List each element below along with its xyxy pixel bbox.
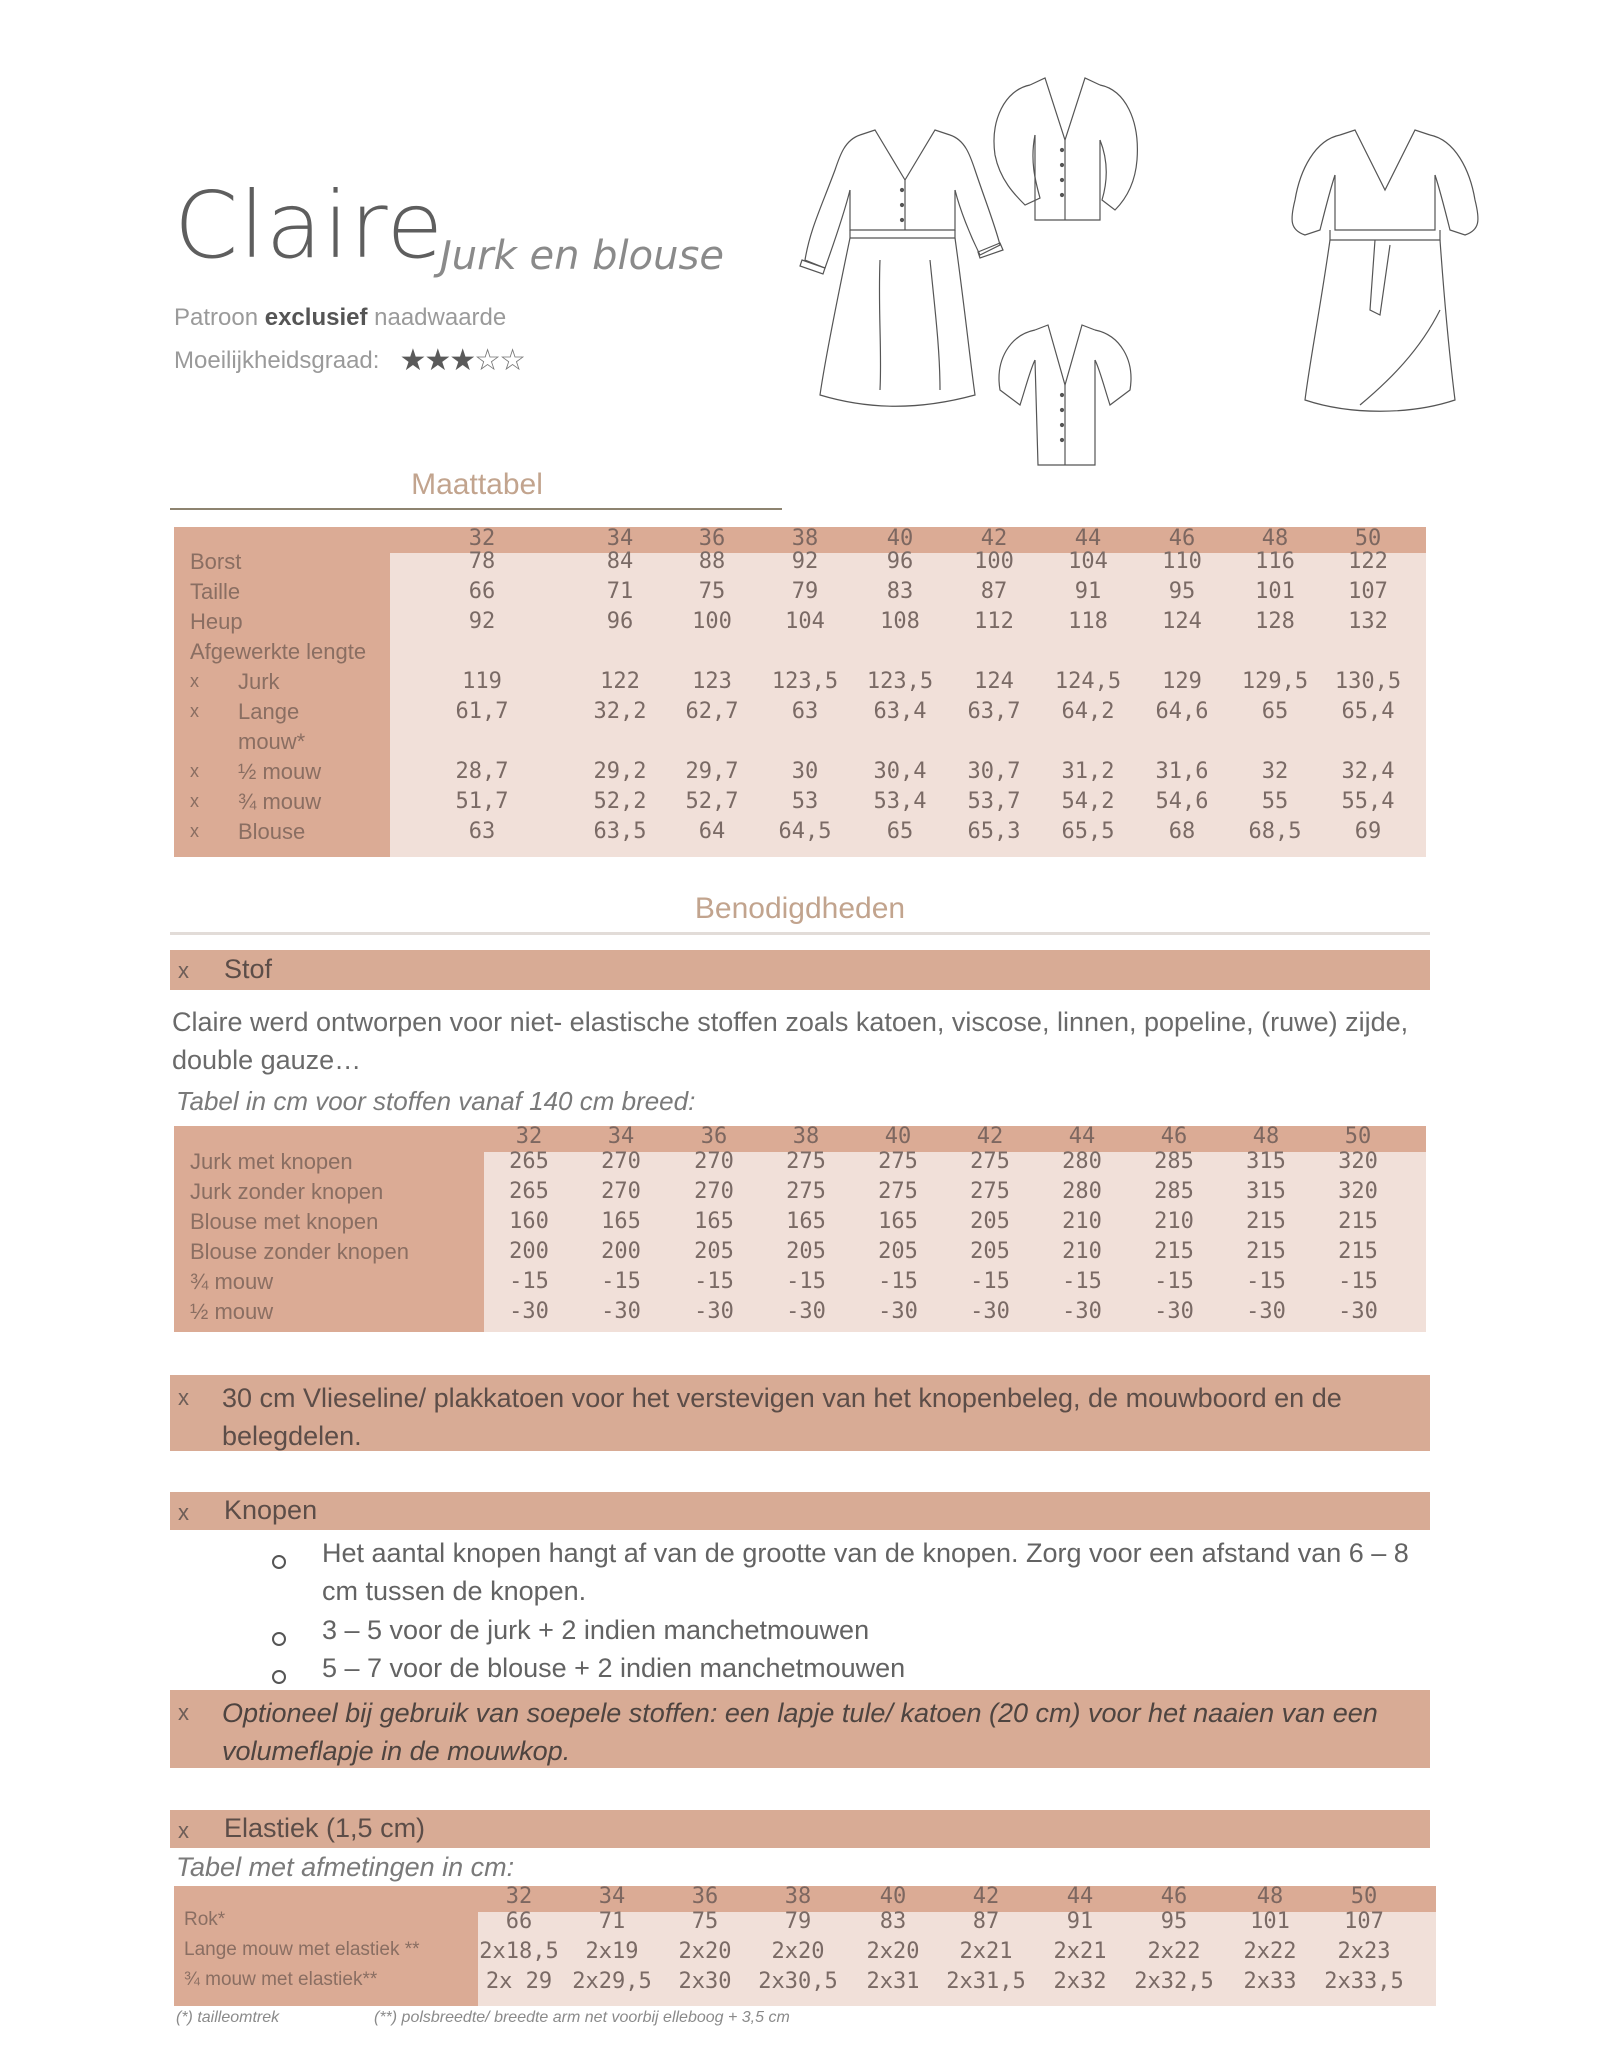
row-label: Blouse met knopen [190, 1209, 379, 1234]
table-cell: 165 [786, 1209, 826, 1234]
pattern-prefix: Patroon [174, 304, 259, 331]
size-header: 42 [976, 1124, 1004, 1149]
stof-table-caption: Tabel in cm voor stoffen vanaf 140 cm breed: [176, 1086, 696, 1116]
table-cell: 123,5 [771, 669, 839, 694]
table-cell: 2x30 [678, 1969, 732, 1994]
table-cell: 275 [970, 1179, 1010, 1204]
size-header: 38 [791, 526, 819, 551]
star-filled-icon: ★ [424, 344, 450, 377]
table-cell: 65,3 [967, 819, 1021, 844]
size-header: 46 [1160, 1884, 1188, 1909]
table-cell: 2x20 [678, 1939, 732, 1964]
row-label: Blouse [238, 819, 306, 844]
table-cell: 124 [974, 669, 1014, 694]
row-label: Jurk [238, 669, 280, 694]
table-cell: 129 [1162, 669, 1202, 694]
size-header: 42 [980, 526, 1008, 551]
table-cell: 2x31,5 [946, 1969, 1026, 1994]
blouse-short-sleeve-drawing [999, 325, 1131, 465]
table-cell: -30 [694, 1299, 734, 1324]
table-cell: 132 [1348, 609, 1388, 634]
difficulty-label: Moeilijkheidsgraad: [174, 347, 380, 374]
table-cell: 104 [1068, 549, 1108, 574]
table-cell: 320 [1338, 1179, 1378, 1204]
size-header: 46 [1160, 1124, 1188, 1149]
table-cell: 2x23 [1337, 1939, 1391, 1964]
elastic-table [174, 1886, 1436, 2006]
stof-heading: Stof [224, 954, 273, 984]
table-cell: 29,7 [685, 759, 739, 784]
size-header: 44 [1066, 1884, 1094, 1909]
table-cell: 315 [1246, 1149, 1286, 1174]
table-cell: 275 [786, 1179, 826, 1204]
table-cell: 2x20 [866, 1939, 920, 1964]
star-filled-icon: ★ [449, 344, 475, 377]
maattabel-title: Maattabel [411, 468, 543, 501]
table-cell: 83 [886, 579, 914, 604]
table-cell: -30 [1246, 1299, 1286, 1324]
bullet-x: x [178, 1385, 189, 1410]
table-cell: 205 [970, 1209, 1010, 1234]
table-cell: 265 [509, 1149, 549, 1174]
table-cell: 215 [1154, 1239, 1194, 1264]
elastiek-heading: Elastiek (1,5 cm) [224, 1813, 426, 1843]
table-cell: 210 [1062, 1209, 1102, 1234]
bullet-x: x [190, 701, 199, 721]
table-cell: -15 [786, 1269, 826, 1294]
table-cell: 53 [791, 789, 819, 814]
table-cell: 52,2 [593, 789, 647, 814]
bullet-x: x [190, 791, 199, 811]
table-cell: 96 [606, 609, 634, 634]
table-cell: -30 [601, 1299, 641, 1324]
table-cell: 52,7 [685, 789, 739, 814]
size-header: 50 [1344, 1124, 1372, 1149]
difficulty-stars [399, 346, 524, 376]
bullet-x: x [178, 1818, 189, 1843]
table-cell: 66 [468, 579, 496, 604]
size-header: 40 [879, 1884, 907, 1909]
table-cell: 2x31 [866, 1969, 920, 1994]
table-cell: 165 [878, 1209, 918, 1234]
table-cell: 64,2 [1061, 699, 1115, 724]
bullet-x: x [178, 958, 189, 983]
table-cell: 63 [468, 819, 496, 844]
table-cell: 75 [691, 1909, 719, 1934]
bullet-x: x [190, 821, 199, 841]
table-cell: 63,5 [593, 819, 647, 844]
table-cell: 270 [601, 1179, 641, 1204]
knopen-bar [170, 1492, 1430, 1530]
table-cell: 71 [606, 579, 634, 604]
optioneel-bar [170, 1690, 1430, 1768]
table-cell: 68,5 [1248, 819, 1302, 844]
table-cell: 129,5 [1241, 669, 1309, 694]
footnote-waist: (*) tailleomtrek [176, 2009, 280, 2026]
row-label: Jurk zonder knopen [190, 1179, 384, 1204]
size-header: 36 [691, 1884, 719, 1909]
table-cell: 270 [694, 1149, 734, 1174]
pattern-subtitle: Jurk en blouse [440, 233, 724, 279]
vlieseline-text: 30 cm Vlieseline/ plakkatoen voor het verstevigen van het knopenbeleg, de mouwboord en de belegdelen. [222, 1383, 1342, 1451]
row-label: Afgewerkte lengte [190, 639, 367, 664]
size-header: 48 [1256, 1884, 1284, 1909]
size-header: 44 [1068, 1124, 1096, 1149]
table-cell: 64,5 [778, 819, 832, 844]
table-cell: 160 [509, 1209, 549, 1234]
bullet-x: x [178, 1700, 189, 1725]
table-cell: -15 [601, 1269, 641, 1294]
table-cell: 315 [1246, 1179, 1286, 1204]
table-cell: 205 [786, 1239, 826, 1264]
fabric-table [174, 1126, 1426, 1332]
table-cell: 83 [879, 1909, 907, 1934]
circle-bullet-icon [272, 1632, 286, 1646]
table-cell: 69 [1354, 819, 1382, 844]
table-cell: 92 [468, 609, 496, 634]
table-cell: 87 [972, 1909, 1000, 1934]
table-cell: 2x21 [959, 1939, 1013, 1964]
table-cell: 110 [1162, 549, 1202, 574]
row-label: Heup [190, 609, 243, 634]
wrap-dress-drawing [1292, 130, 1478, 411]
table-cell: 79 [784, 1909, 812, 1934]
dress-long-sleeve-drawing [800, 130, 1003, 406]
table-cell: 65,5 [1061, 819, 1115, 844]
size-header: 48 [1261, 526, 1289, 551]
table-cell: 2x18,5 [479, 1939, 559, 1964]
table-cell: 210 [1062, 1239, 1102, 1264]
table-cell: 54,2 [1061, 789, 1115, 814]
pattern-seam-note [174, 306, 506, 330]
row-label: ½ mouw [190, 1299, 274, 1324]
knopen-item: 5 – 7 voor de blouse + 2 indien manchetmouwen [322, 1653, 906, 1683]
table-cell: 104 [785, 609, 825, 634]
table-cell: 31,6 [1155, 759, 1209, 784]
table-cell: 92 [791, 549, 819, 574]
table-cell: -15 [1338, 1269, 1378, 1294]
pattern-suffix: naadwaarde [374, 304, 507, 331]
table-cell: 2x21 [1053, 1939, 1107, 1964]
table-cell: 116 [1255, 549, 1295, 574]
row-label: ½ mouw [238, 759, 322, 784]
row-label: Lange [238, 699, 300, 724]
size-header: 36 [698, 526, 726, 551]
table-cell: 280 [1062, 1149, 1102, 1174]
table-cell: 2x22 [1243, 1939, 1297, 1964]
table-cell: -15 [1246, 1269, 1286, 1294]
table-cell: 122 [600, 669, 640, 694]
pattern-bold: exclusief [264, 304, 368, 331]
table-cell: 96 [886, 549, 914, 574]
bullet-x: x [190, 761, 199, 781]
table-cell: 205 [694, 1239, 734, 1264]
table-cell: -15 [1154, 1269, 1194, 1294]
table-cell: 66 [505, 1909, 533, 1934]
bullet-x: x [190, 671, 199, 691]
table-cell: 285 [1154, 1149, 1194, 1174]
table-cell: 87 [980, 579, 1008, 604]
table-cell: -30 [1338, 1299, 1378, 1324]
table-cell: 2x33 [1243, 1969, 1297, 1994]
difficulty-row [174, 346, 524, 376]
table-cell: 2x29,5 [572, 1969, 652, 1994]
star-empty-icon: ☆ [499, 344, 524, 377]
star-filled-icon: ★ [399, 344, 425, 377]
table-cell: 215 [1338, 1209, 1378, 1234]
garment-illustrations [790, 60, 1490, 480]
row-label: Lange mouw met elastiek ** [184, 1939, 420, 1960]
table-cell: 130,5 [1334, 669, 1402, 694]
table-cell: 2x32,5 [1134, 1969, 1214, 1994]
optioneel-text: Optioneel bij gebruik van soepele stoffen: een lapje tule/ katoen (20 cm) voor het naaien van een volumeflapje in de mouwkop. [222, 1698, 1378, 1766]
size-header: 50 [1350, 1884, 1378, 1909]
table-cell: 30,4 [873, 759, 927, 784]
star-empty-icon: ☆ [474, 344, 500, 377]
table-cell: 122 [1348, 549, 1388, 574]
table-cell: 275 [970, 1149, 1010, 1174]
circle-bullet-icon [272, 1670, 286, 1684]
table-cell: 270 [694, 1179, 734, 1204]
size-header: 34 [607, 1124, 635, 1149]
size-table [174, 527, 1426, 857]
table-cell: 205 [970, 1239, 1010, 1264]
table-cell: 2x 29 [485, 1969, 553, 1994]
table-cell: 275 [878, 1149, 918, 1174]
row-label: Blouse zonder knopen [190, 1239, 409, 1264]
table-cell: 2x32 [1053, 1969, 1107, 1994]
table-cell: 210 [1154, 1209, 1194, 1234]
table-cell: 108 [880, 609, 920, 634]
size-header: 36 [700, 1124, 728, 1149]
size-header: 48 [1252, 1124, 1280, 1149]
size-header: 32 [468, 526, 496, 551]
size-header: 46 [1168, 526, 1196, 551]
blouse-long-sleeve-drawing [994, 78, 1137, 220]
table-cell: 107 [1348, 579, 1388, 604]
stof-bar [170, 950, 1430, 990]
table-cell: 285 [1154, 1179, 1194, 1204]
table-cell: 100 [974, 549, 1014, 574]
table-cell: 200 [509, 1239, 549, 1264]
knopen-heading: Knopen [224, 1495, 318, 1525]
table-cell: 28,7 [455, 759, 509, 784]
table-cell: 2x30,5 [758, 1969, 838, 1994]
size-header: 38 [784, 1884, 812, 1909]
table-cell: 65 [1261, 699, 1289, 724]
stof-description: Claire werd ontworpen voor niet- elastische stoffen zoals katoen, viscose, linnen, popeline, (ruwe) zijde, double gauze… [172, 1007, 1409, 1075]
size-header: 34 [606, 526, 634, 551]
table-cell: 53,4 [873, 789, 927, 814]
elastiek-table-caption: Tabel met afmetingen in cm: [176, 1852, 515, 1882]
circle-bullet-icon [272, 1555, 286, 1569]
table-cell: 63,7 [967, 699, 1021, 724]
table-cell: 64,6 [1155, 699, 1209, 724]
table-cell: 54,6 [1155, 789, 1209, 814]
table-cell: 91 [1074, 579, 1102, 604]
table-cell: 55 [1261, 789, 1289, 814]
table-cell: 165 [601, 1209, 641, 1234]
table-cell: 88 [698, 549, 726, 574]
row-label: Borst [190, 549, 242, 574]
table-cell: -30 [1154, 1299, 1194, 1324]
table-cell: -15 [1062, 1269, 1102, 1294]
table-cell: 123,5 [866, 669, 934, 694]
table-cell: 280 [1062, 1179, 1102, 1204]
maattabel-divider [170, 508, 782, 510]
table-cell: -15 [694, 1269, 734, 1294]
row-label: ¾ mouw [238, 789, 322, 814]
table-cell: 165 [694, 1209, 734, 1234]
table-cell: 65,4 [1341, 699, 1395, 724]
elastiek-bar [170, 1810, 1430, 1848]
table-cell: 61,7 [455, 699, 509, 724]
table-cell: 71 [598, 1909, 626, 1934]
table-cell: 107 [1344, 1909, 1384, 1934]
table-cell: 124,5 [1054, 669, 1122, 694]
table-cell: 95 [1168, 579, 1196, 604]
table-cell: 64 [698, 819, 726, 844]
table-cell: 30,7 [967, 759, 1021, 784]
table-cell: 2x22 [1147, 1939, 1201, 1964]
table-cell: 62,7 [685, 699, 739, 724]
table-cell: -30 [1062, 1299, 1102, 1324]
knopen-item: 3 – 5 voor de jurk + 2 indien manchetmouwen [322, 1615, 870, 1645]
table-cell: 101 [1255, 579, 1295, 604]
table-cell: 29,2 [593, 759, 647, 784]
size-header: 40 [886, 526, 914, 551]
knopen-item: Het aantal knopen hangt af van de grootte van de knopen. Zorg voor een afstand van 6 – 8 cm tussen de knopen. [322, 1538, 1409, 1606]
benodigdheden-title: Benodigdheden [694, 892, 906, 925]
table-cell: -15 [878, 1269, 918, 1294]
benodigdheden-divider [170, 932, 1430, 935]
table-cell: 101 [1250, 1909, 1290, 1934]
table-cell: -30 [786, 1299, 826, 1324]
table-cell: 78 [468, 549, 496, 574]
size-header: 50 [1354, 526, 1382, 551]
table-cell: -30 [970, 1299, 1010, 1324]
footnote-wrist: (**) polsbreedte/ breedte arm net voorbij elleboog + 3,5 cm [374, 2009, 790, 2026]
table-cell: 118 [1068, 609, 1108, 634]
row-label: Taille [190, 579, 241, 604]
table-cell: -30 [878, 1299, 918, 1324]
size-header: 40 [884, 1124, 912, 1149]
table-cell: 65 [886, 819, 914, 844]
table-cell: -15 [509, 1269, 549, 1294]
row-label-continued: mouw* [238, 729, 306, 754]
table-cell: 205 [878, 1239, 918, 1264]
table-cell: 215 [1246, 1209, 1286, 1234]
table-cell: 91 [1066, 1909, 1094, 1934]
table-cell: 68 [1168, 819, 1196, 844]
table-cell: 32 [1261, 759, 1289, 784]
table-cell: 55,4 [1341, 789, 1395, 814]
size-header: 32 [505, 1884, 533, 1909]
table-cell: 265 [509, 1179, 549, 1204]
pattern-title: Claire [174, 172, 445, 279]
table-cell: 53,7 [967, 789, 1021, 814]
table-cell: 32,2 [593, 699, 647, 724]
table-cell: 215 [1246, 1239, 1286, 1264]
table-cell: -30 [509, 1299, 549, 1324]
row-label: Rok* [184, 1909, 226, 1930]
size-header: 38 [792, 1124, 820, 1149]
vlieseline-bar [170, 1375, 1430, 1451]
table-cell: 112 [974, 609, 1014, 634]
table-cell: 270 [601, 1149, 641, 1174]
table-cell: 119 [462, 669, 502, 694]
size-header: 44 [1074, 526, 1102, 551]
table-cell: 79 [791, 579, 819, 604]
table-cell: 100 [692, 609, 732, 634]
table-cell: 2x19 [585, 1939, 639, 1964]
table-cell: 275 [786, 1149, 826, 1174]
bullet-x: x [178, 1500, 189, 1525]
row-label: ¾ mouw met elastiek** [184, 1969, 378, 1990]
table-cell: 95 [1160, 1909, 1188, 1934]
table-cell: 75 [698, 579, 726, 604]
size-header: 42 [972, 1884, 1000, 1909]
table-cell: 32,4 [1341, 759, 1395, 784]
table-cell: 200 [601, 1239, 641, 1264]
row-label: ¾ mouw [190, 1269, 274, 1294]
table-cell: 124 [1162, 609, 1202, 634]
table-cell: 31,2 [1061, 759, 1115, 784]
table-cell: 2x33,5 [1324, 1969, 1404, 1994]
table-cell: 84 [606, 549, 634, 574]
table-cell: 63,4 [873, 699, 927, 724]
table-cell: -15 [970, 1269, 1010, 1294]
table-cell: 123 [692, 669, 732, 694]
table-cell: 2x20 [771, 1939, 825, 1964]
table-cell: 215 [1338, 1239, 1378, 1264]
size-header: 32 [515, 1124, 543, 1149]
table-cell: 275 [878, 1179, 918, 1204]
table-cell: 30 [791, 759, 819, 784]
table-cell: 320 [1338, 1149, 1378, 1174]
row-label: Jurk met knopen [190, 1149, 353, 1174]
table-cell: 128 [1255, 609, 1295, 634]
size-header: 34 [598, 1884, 626, 1909]
table-cell: 51,7 [455, 789, 509, 814]
table-cell: 63 [791, 699, 819, 724]
